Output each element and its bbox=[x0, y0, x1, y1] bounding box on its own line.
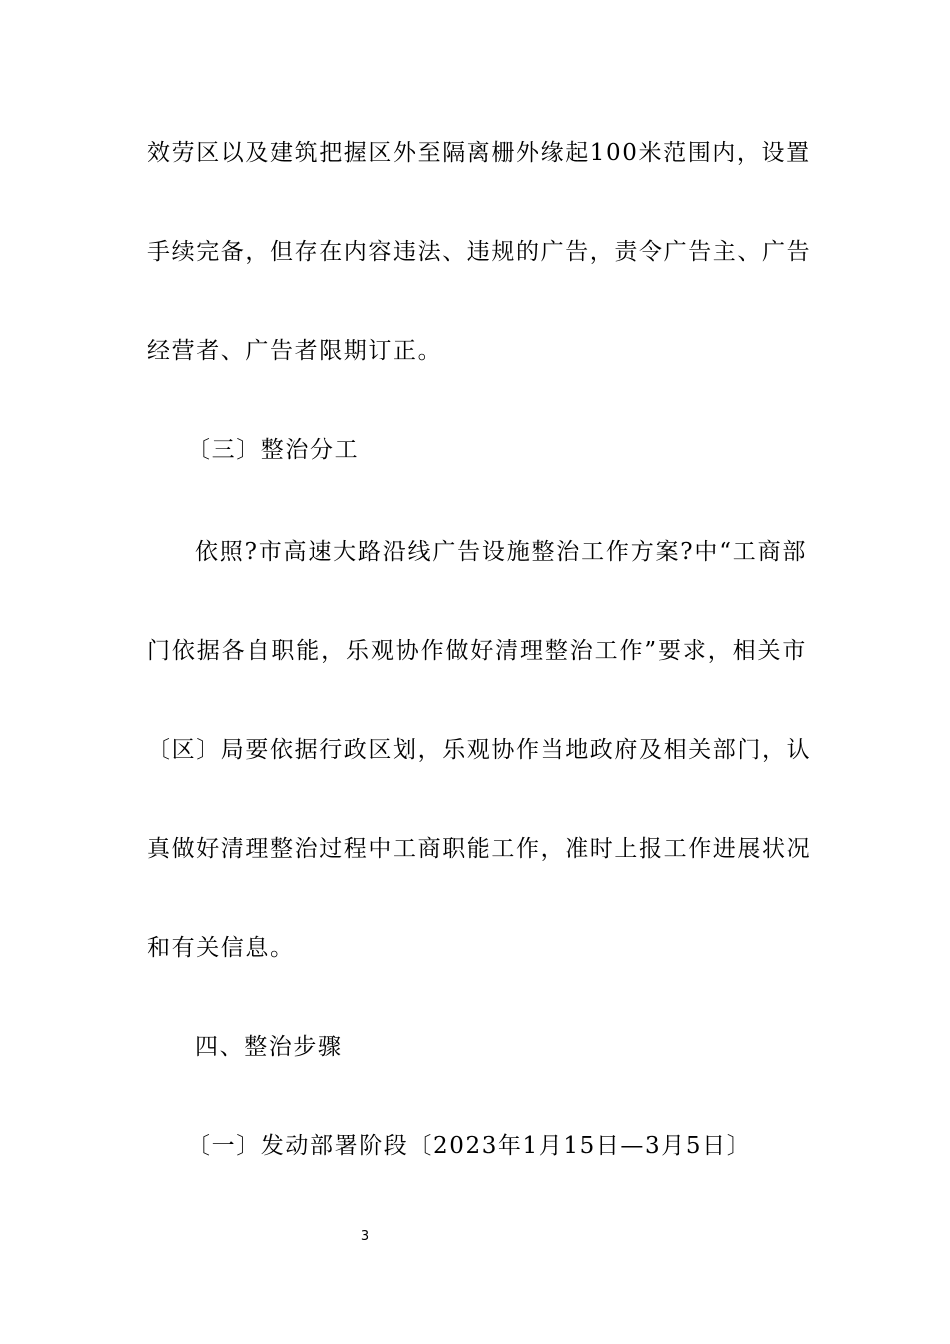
paragraph-line: 依照?市高速大路沿线广告设施整治工作方案?中“工商部 bbox=[195, 539, 807, 565]
paragraph-line: 门依据各自职能，乐观协作做好清理整治工作”要求，相关市 bbox=[147, 638, 807, 664]
section-heading: 〔三〕整治分工 bbox=[187, 437, 360, 463]
paragraph-line: 经营者、广告者限期订正。 bbox=[147, 338, 443, 364]
subsection-heading: 〔一〕发动部署阶段〔2023年1月15日—3月5日〕 bbox=[187, 1133, 752, 1159]
section-heading: 四、整治步骤 bbox=[195, 1034, 343, 1060]
page-number: 3 bbox=[360, 1229, 370, 1244]
paragraph-line: 真做好清理整治过程中工商职能工作，准时上报工作进展状况 bbox=[147, 836, 812, 862]
paragraph-line: 和有关信息。 bbox=[147, 935, 295, 961]
paragraph-line: 手续完备，但存在内容违法、违规的广告，责令广告主、广告 bbox=[147, 239, 812, 265]
paragraph-line: 〔区〕局要依据行政区划，乐观协作当地政府及相关部门，认 bbox=[147, 737, 812, 763]
paragraph-line: 效劳区以及建筑把握区外至隔离栅外缘起100米范围内，设置 bbox=[147, 140, 811, 166]
